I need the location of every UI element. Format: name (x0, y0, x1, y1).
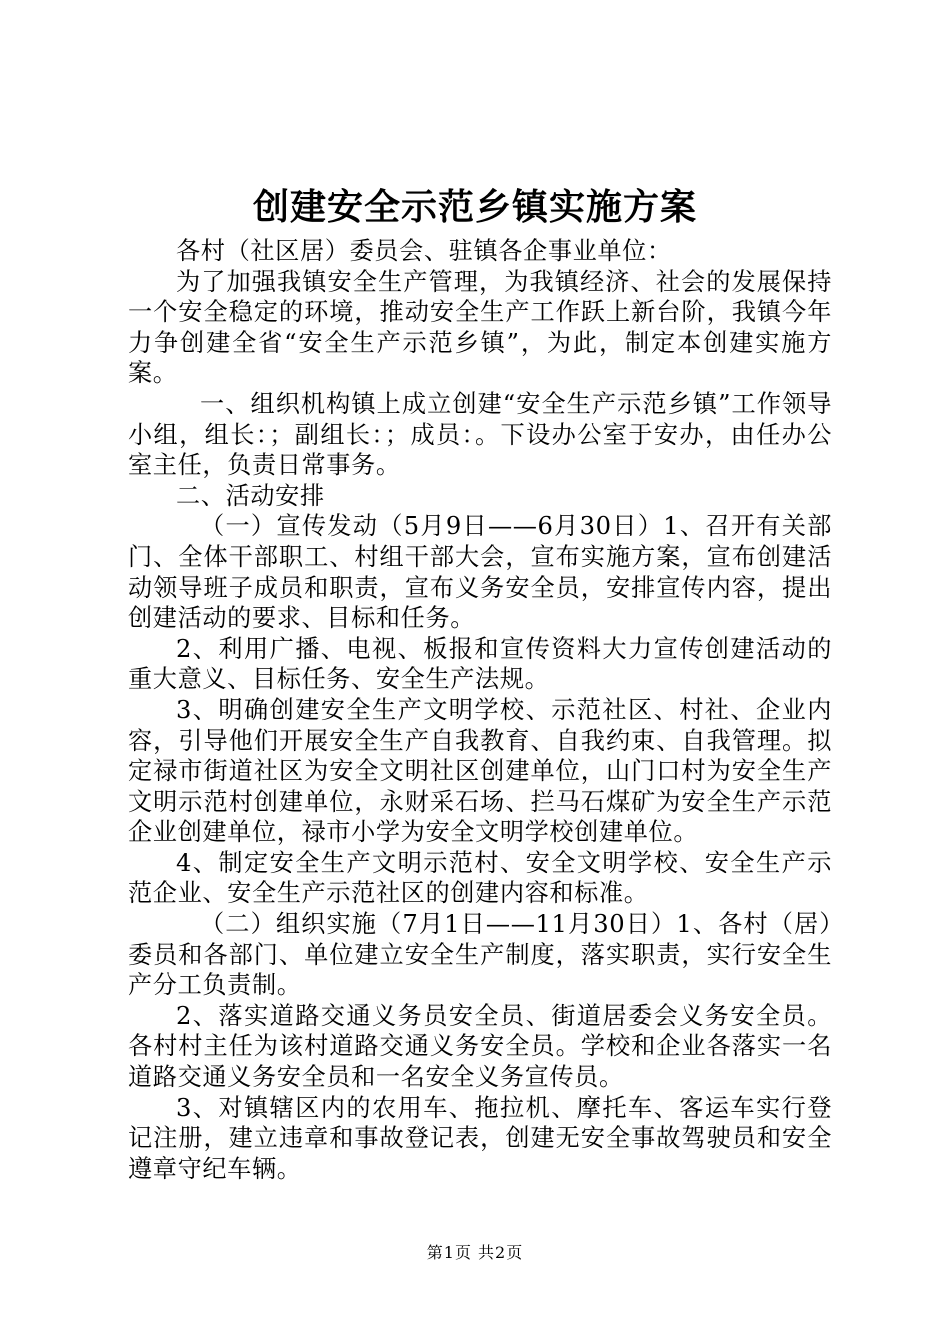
publicity-item-2: 2、利用广播、电视、板报和宣传资料大力宣传创建活动的重大意义、目标任务、安全生产法规。 (128, 634, 832, 694)
implementation-paragraph: （二）组织实施（7月1日——11月30日）1、各村（居）委员和各部门、单位建立安全生产制度，落实职责，实行安全生产分工负责制。 (128, 910, 832, 1000)
publicity-paragraph: （一）宣传发动（5月9日——6月30日）1、召开有关部门、全体干部职工、村组干部大会，宣布实施方案，宣布创建活动领导班子成员和职责，宣布义务安全员，安排宣传内容，提出创建活动的要求、目标和任务。 (128, 512, 832, 633)
page-footer: 第1页 共2页 (426, 1243, 524, 1262)
document-title: 创建安全示范乡镇实施方案 (252, 186, 697, 228)
greeting-paragraph: 各村（社区居）委员会、驻镇各企事业单位： (176, 237, 672, 265)
document-body (128, 236, 832, 1184)
section-activities-heading: 二、活动安排 (176, 481, 325, 510)
implementation-item-2: 2、落实道路交通义务员安全员、街道居委会义务安全员。各村村主任为该村道路交通义务安全员。学校和企业各落实一名道路交通义务安全员和一名安全义务宣传员。 (128, 1001, 832, 1092)
implementation-item-3: 3、对镇辖区内的农用车、拖拉机、摩托车、客运车实行登记注册，建立违章和事故登记表，创建无安全事故驾驶员和安全遵章守纪车辆。 (128, 1093, 832, 1183)
publicity-item-3: 3、明确创建安全生产文明学校、示范社区、村社、企业内容，引导他们开展安全生产自我教育、自我约束、自我管理。拟定禄市街道社区为安全文明社区创建单位，山门口村为安全生产文明示范村创建单位，永财采石场、拦马石煤矿为安全生产示范企业创建单位，禄市小学为安全文明学校创建单位。 (128, 695, 832, 847)
intro-paragraph: 为了加强我镇安全生产管理，为我镇经济、社会的发展保持一个安全稳定的环境，推动安全生产工作跃上新台阶，我镇今年力争创建全省“安全生产示范乡镇”，为此，制定本创建实施方案。 (128, 267, 832, 388)
publicity-item-4: 4、制定安全生产文明示范村、安全文明学校、安全生产示范企业、安全生产示范社区的创建内容和标准。 (128, 848, 832, 908)
section-organization-paragraph: 一、组织机构镇上成立创建“安全生产示范乡镇”工作领导小组，组长：；副组长：；成员：。下设办公室于安办，由任办公室主任，负责日常事务。 (128, 389, 832, 480)
